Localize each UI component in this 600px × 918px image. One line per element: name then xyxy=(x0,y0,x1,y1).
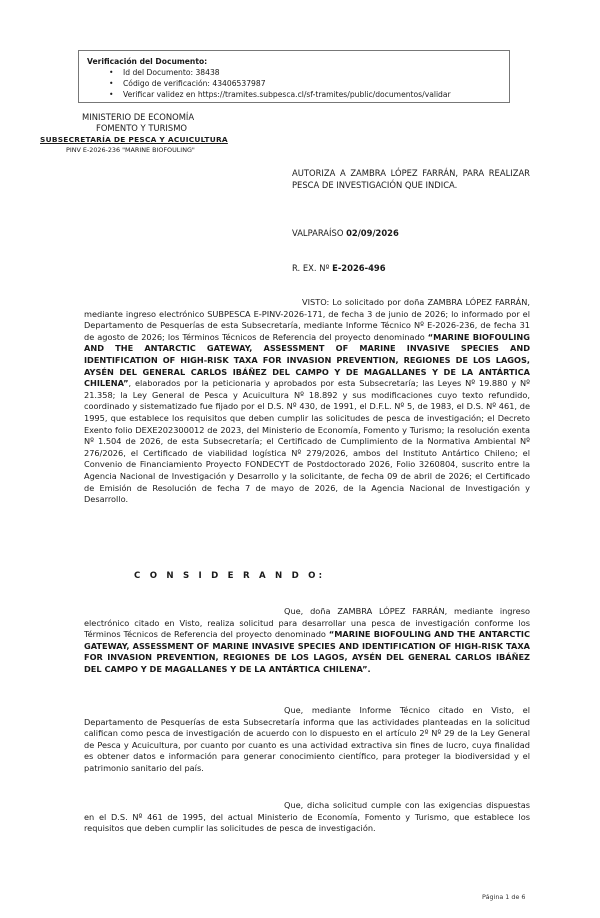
c2-text: Que, mediante Informe Técnico citado en Visto, el Departamento de Pesquerías de esta Subsecretaría informa que las actividades planteadas en la solicitud califican como pesca de investigación de acuerdo con lo dispuesto en el artículo 2º Nº 29 de la Ley General de Pesca y Acuicultura, por cuanto por cuanto es una actividad extractiva sin fines de lucro, cuya finalidad es obtener datos e información para generar conocimiento científico, para proteger la biodiversidad y el patrimonio sanitario del país. xyxy=(84,705,530,773)
considerando-paragraph-1 xyxy=(84,606,530,676)
place-date xyxy=(292,228,399,238)
considerando-paragraph-2 xyxy=(84,705,530,775)
verification-code: • Código de verificación: 43406537987 xyxy=(109,78,501,89)
visto-project-title: “MARINE BIOFOULING AND THE ANTARCTIC GATEWAY, ASSESSMENT OF MARINE INVASIVE SPECIES AND IDENTIFICATION OF HIGH-RISK TAXA FOR INVASION PREVENTION, REGIONES DE LOS LAGOS, AYSÉN DEL GENERAL CARLOS IBÁÑEZ DEL CAMPO Y DE MAGALLANES Y DE LA ANTÁRTICA CHILENA” xyxy=(84,331,531,389)
date: 02/09/2026 xyxy=(346,228,399,238)
c3-text: Que, dicha solicitud cumple con las exigencias dispuestas en el D.S. Nº 461 de 1995, del actual Ministerio de Economía, Fomento y Turismo, que establece los requisitos que deben cumplir las solicitudes de pesca de investigación. xyxy=(84,800,530,834)
resolution-prefix: R. EX. Nº xyxy=(292,263,330,273)
project-reference: PINV E-2026-236 "MARINE BIOFOULING" xyxy=(66,146,195,154)
ministry-name: MINISTERIO DE ECONOMÍA xyxy=(82,112,195,122)
considerando-paragraph-3 xyxy=(84,800,530,835)
resolution-number xyxy=(292,263,386,273)
subsecretaria-name: SUBSECRETARÍA DE PESCA Y ACUICULTURA xyxy=(40,135,228,144)
visto-text-1: VISTO: Lo solicitado por doña ZAMBRA LÓPEZ FARRÁN, mediante ingreso electrónico SUBPESCA E-PINV-2026-171, de fecha 3 de junio de 2026; lo informado por el Departamento de Pesquerías de esta Subsecretaría, mediante Informe Técnico Nº E-2026-236, de fecha 31 de agosto de 2026; los Términos Técnicos de Referencia del proyecto denominado xyxy=(84,297,530,342)
verification-list xyxy=(87,67,501,100)
visto-paragraph xyxy=(84,297,530,506)
c1-project-title: “MARINE BIOFOULING AND THE ANTARCTIC GATEWAY, ASSESSMENT OF MARINE INVASIVE SPECIES AND IDENTIFICATION OF HIGH-RISK TAXA FOR INVASION PREVENTION, REGIONES DE LOS LAGOS, AYSÉN DEL GENERAL CARLOS IBÁÑEZ DEL CAMPO Y DE MAGALLANES Y DE LA ANTÁRTICA CHILENA” xyxy=(84,629,530,674)
page-number: Página 1 de 6 xyxy=(482,893,526,901)
resolution-summary: AUTORIZA A ZAMBRA LÓPEZ FARRÁN, PARA REALIZAR PESCA DE INVESTIGACIÓN QUE INDICA. xyxy=(292,168,530,190)
c1-end: . xyxy=(367,663,371,674)
verification-document-id: • Id del Documento: 38438 xyxy=(109,67,501,78)
verification-box xyxy=(78,50,510,103)
visto-text-2: , elaborados por la peticionaria y aprobados por esta Subsecretaría; las Leyes Nº 19.880 y Nº 21.358; la Ley General de Pesca y Acuicultura Nº 18.892 y sus modificaciones cuyo texto refundido, coordinado y sistematizado fue fijado por el D.S. Nº 430, de 1991, el D.F.L. Nº 5, de 1983, el D.S. Nº 461, de 1995, que establece los requisitos que deben cumplir las solicitudes de pesca de investigación; el Decreto Exento folio DEXE202300012 de 2023, del Ministerio de Economía, Fomento y Turismo; la resolución exenta Nº 1.504 de 2026, de esta Subsecretaría; el Certificado de Cumplimiento de la Normativa Ambiental Nº 276/2026, el Certificado de viabilidad logística Nº 279/2026, ambos del Instituto Antártico Chileno; el Convenio de Financiamiento Proyecto FONDECYT de Postdoctorado 2026, Folio 3260804, suscrito entre la Agencia Nacional de Investigación y Desarrollo y la solicitante, de fecha 09 de abril de 2026; el Certificado de Emisión de Resolución de fecha 7 de mayo de 2026, de la Agencia Nacional de Investigación y Desarrollo. xyxy=(84,378,530,505)
c1-text: Que, doña ZAMBRA LÓPEZ FARRÁN, mediante ingreso electrónico citado en Visto, realiza solicitud para desarrollar una pesca de investigación conforme los Términos Técnicos de Referencia del proyecto denominado xyxy=(84,606,530,640)
resolution-id: E-2026-496 xyxy=(332,263,386,273)
verification-url[interactable]: • Verificar validez en https://tramites.subpesca.cl/sf-tramites/public/documentos/validar xyxy=(109,89,501,100)
ministry-header xyxy=(40,112,300,155)
verification-title: Verificación del Documento: xyxy=(87,57,208,66)
considerando-heading: C O N S I D E R A N D O: xyxy=(134,571,326,581)
place: VALPARAÍSO xyxy=(292,228,344,238)
ministry-subtitle: FOMENTO Y TURISMO xyxy=(96,123,188,133)
